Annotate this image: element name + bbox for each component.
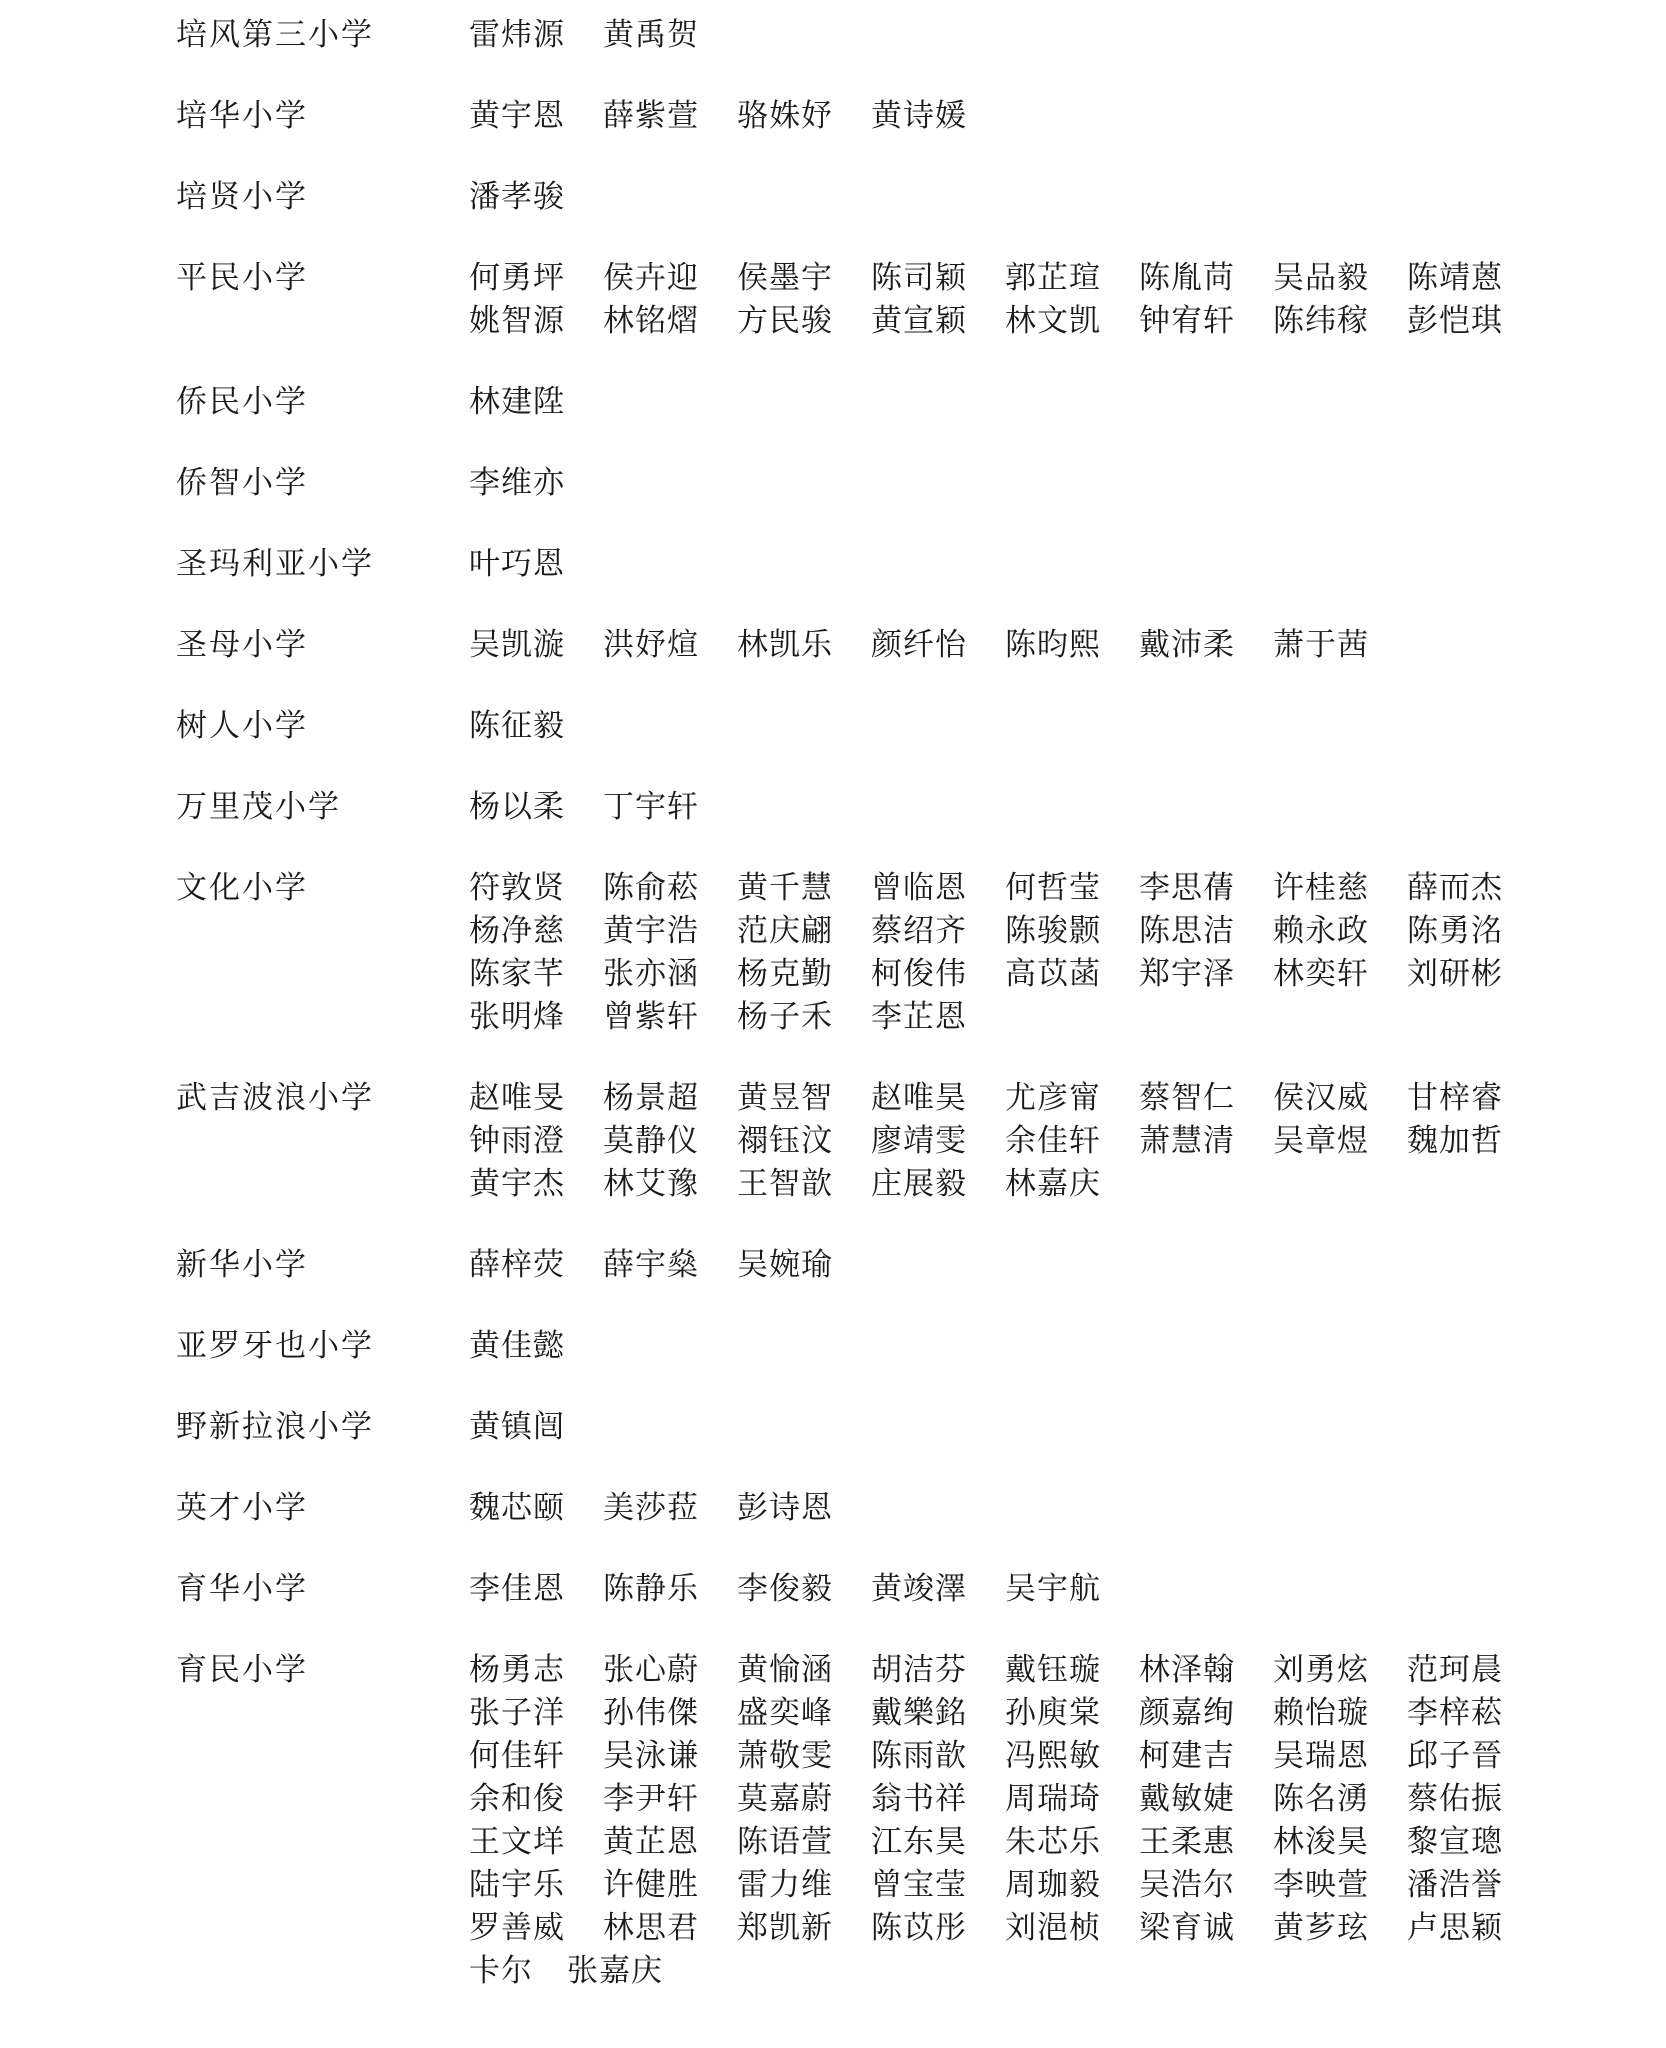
student-names <box>469 1406 1541 1449</box>
school-name: 侨民小学 <box>176 384 308 420</box>
student-name: 林凯乐 <box>737 627 833 663</box>
school-name: 育华小学 <box>176 1571 308 1607</box>
student-name: 李映萱 <box>1273 1867 1369 1903</box>
student-name: 颜纤怡 <box>871 627 967 663</box>
student-name: 潘孝骏 <box>469 179 565 215</box>
student-name: 陈思洁 <box>1139 913 1235 949</box>
student-names <box>469 176 1541 219</box>
student-name: 魏加哲 <box>1407 1123 1503 1159</box>
student-name: 李俊毅 <box>737 1571 833 1607</box>
student-name: 郑凯新 <box>737 1910 833 1946</box>
student-name: 戴敏婕 <box>1139 1781 1235 1817</box>
student-name: 蔡智仁 <box>1139 1080 1235 1116</box>
student-name: 洪妤煊 <box>603 627 699 663</box>
student-name: 冯熙敏 <box>1005 1738 1101 1774</box>
student-name: 张明烽 <box>469 999 565 1035</box>
student-name: 叶巧恩 <box>469 546 565 582</box>
student-name: 陈俞菘 <box>603 870 699 906</box>
student-name: 郑宇泽 <box>1139 956 1235 992</box>
school-row <box>176 1325 1576 1368</box>
school-row <box>176 624 1576 667</box>
student-name: 卡尔 <box>469 1953 533 1989</box>
school-row <box>176 1406 1576 1449</box>
student-name: 骆姝妤 <box>737 98 833 134</box>
student-name: 许桂慈 <box>1273 870 1369 906</box>
school-name: 圣母小学 <box>176 627 308 663</box>
student-name: 戴沛柔 <box>1139 627 1235 663</box>
student-name: 江东昊 <box>871 1824 967 1860</box>
student-name: 曾紫轩 <box>603 999 699 1035</box>
student-name: 颜嘉绚 <box>1139 1695 1235 1731</box>
student-name: 何哲莹 <box>1005 870 1101 906</box>
school-name: 武吉波浪小学 <box>176 1080 374 1116</box>
student-name: 萧敬雯 <box>737 1738 833 1774</box>
student-name: 黄芷恩 <box>603 1824 699 1860</box>
student-names <box>469 462 1541 505</box>
student-name: 杨勇志 <box>469 1652 565 1688</box>
student-names <box>469 543 1541 586</box>
student-name: 符敦贤 <box>469 870 565 906</box>
student-name: 曾临恩 <box>871 870 967 906</box>
student-name: 赖永政 <box>1273 913 1369 949</box>
student-name: 吴瑞恩 <box>1273 1738 1369 1774</box>
student-name: 戴樂銘 <box>871 1695 967 1731</box>
school-name: 野新拉浪小学 <box>176 1409 374 1445</box>
student-name: 赵唯昊 <box>871 1080 967 1116</box>
student-name: 潘浩誉 <box>1407 1867 1503 1903</box>
student-name: 李尹轩 <box>603 1781 699 1817</box>
school-row <box>176 543 1576 586</box>
school-name: 万里茂小学 <box>176 789 341 825</box>
school-row <box>176 786 1576 829</box>
student-name: 黄芗玹 <box>1273 1910 1369 1946</box>
school-row <box>176 257 1576 343</box>
school-name: 新华小学 <box>176 1247 308 1283</box>
student-names-tail <box>469 1950 1541 1993</box>
student-name: 吴章煜 <box>1273 1123 1369 1159</box>
student-names <box>469 14 1541 57</box>
student-name: 陈静乐 <box>603 1571 699 1607</box>
student-name: 张嘉庆 <box>567 1953 663 1989</box>
student-name: 廖靖雯 <box>871 1123 967 1159</box>
student-name: 卢思颖 <box>1407 1910 1503 1946</box>
student-name: 吴泳谦 <box>603 1738 699 1774</box>
student-name: 刘浥桢 <box>1005 1910 1101 1946</box>
student-name: 莫静仪 <box>603 1123 699 1159</box>
student-name: 赵唯旻 <box>469 1080 565 1116</box>
student-name: 甘梓睿 <box>1407 1080 1503 1116</box>
student-name: 薛紫萱 <box>603 98 699 134</box>
student-name: 丁宇轩 <box>603 789 699 825</box>
student-name: 雷力维 <box>737 1867 833 1903</box>
student-name: 美莎菈 <box>603 1490 699 1526</box>
student-name: 钟雨澄 <box>469 1123 565 1159</box>
student-name: 李佳恩 <box>469 1571 565 1607</box>
student-name: 罗善威 <box>469 1910 565 1946</box>
student-name: 陈靖蒽 <box>1407 260 1503 296</box>
student-name: 陈骏颢 <box>1005 913 1101 949</box>
school-row <box>176 867 1576 1039</box>
student-name: 王智歆 <box>737 1166 833 1202</box>
student-name: 黄镇闿 <box>469 1409 565 1445</box>
student-name: 何佳轩 <box>469 1738 565 1774</box>
school-name: 育民小学 <box>176 1652 308 1688</box>
student-name: 魏芯颐 <box>469 1490 565 1526</box>
student-name: 黄佳懿 <box>469 1328 565 1364</box>
student-name: 方民骏 <box>737 303 833 339</box>
school-name: 文化小学 <box>176 870 308 906</box>
student-name: 陈家芊 <box>469 956 565 992</box>
school-row <box>176 1244 1576 1287</box>
student-name: 萧于茜 <box>1273 627 1369 663</box>
student-name: 吴品毅 <box>1273 260 1369 296</box>
student-name: 禤钰汶 <box>737 1123 833 1159</box>
student-names <box>469 1077 1541 1206</box>
student-name: 薛宇燊 <box>603 1247 699 1283</box>
school-row <box>176 1649 1576 1993</box>
student-name: 朱芯乐 <box>1005 1824 1101 1860</box>
student-name: 林泽翰 <box>1139 1652 1235 1688</box>
student-name: 柯建吉 <box>1139 1738 1235 1774</box>
student-name: 黄宣颖 <box>871 303 967 339</box>
student-name: 林铭熠 <box>603 303 699 339</box>
student-name: 彭恺琪 <box>1407 303 1503 339</box>
student-name: 胡洁芬 <box>871 1652 967 1688</box>
student-name: 杨克勤 <box>737 956 833 992</box>
school-name: 侨智小学 <box>176 465 308 501</box>
student-name: 黄禹贺 <box>603 17 699 53</box>
student-name: 林奕轩 <box>1273 956 1369 992</box>
student-names <box>469 1649 1541 1993</box>
student-name: 李思蒨 <box>1139 870 1235 906</box>
school-name: 亚罗牙也小学 <box>176 1328 374 1364</box>
student-name: 薛梓荧 <box>469 1247 565 1283</box>
student-name: 盛奕峰 <box>737 1695 833 1731</box>
student-name: 吴浩尔 <box>1139 1867 1235 1903</box>
student-names <box>469 257 1541 343</box>
student-name: 王文垟 <box>469 1824 565 1860</box>
student-name: 高苡菡 <box>1005 956 1101 992</box>
student-name: 王柔惠 <box>1139 1824 1235 1860</box>
student-name: 周珈毅 <box>1005 1867 1101 1903</box>
school-name: 培华小学 <box>176 98 308 134</box>
student-name: 赖怡璇 <box>1273 1695 1369 1731</box>
school-row <box>176 381 1576 424</box>
student-names <box>469 786 1541 829</box>
student-name: 陈胤苘 <box>1139 260 1235 296</box>
student-name: 陈昀熙 <box>1005 627 1101 663</box>
student-name: 陆宇乐 <box>469 1867 565 1903</box>
school-name: 树人小学 <box>176 708 308 744</box>
student-name: 孙伟傑 <box>603 1695 699 1731</box>
student-name: 林文凯 <box>1005 303 1101 339</box>
student-name: 侯墨宇 <box>737 260 833 296</box>
student-names <box>469 867 1541 1039</box>
school-row <box>176 1487 1576 1530</box>
school-name-list <box>176 14 1576 2031</box>
student-name: 林思君 <box>603 1910 699 1946</box>
student-name: 陈勇洺 <box>1407 913 1503 949</box>
school-row <box>176 462 1576 505</box>
student-name: 杨景超 <box>603 1080 699 1116</box>
school-row <box>176 1568 1576 1611</box>
student-name: 侯汉威 <box>1273 1080 1369 1116</box>
student-name: 翁书祥 <box>871 1781 967 1817</box>
student-name: 黄竣澤 <box>871 1571 967 1607</box>
student-name: 许健胜 <box>603 1867 699 1903</box>
student-names <box>469 624 1541 667</box>
student-name: 萧慧清 <box>1139 1123 1235 1159</box>
student-name: 蔡佑振 <box>1407 1781 1503 1817</box>
student-name: 黄宇浩 <box>603 913 699 949</box>
student-name: 李芷恩 <box>871 999 967 1035</box>
student-names <box>469 95 1541 138</box>
student-name: 刘研彬 <box>1407 956 1503 992</box>
student-name: 曾宝莹 <box>871 1867 967 1903</box>
student-name: 薛而杰 <box>1407 870 1503 906</box>
student-name: 黄宇恩 <box>469 98 565 134</box>
school-name: 培风第三小学 <box>176 17 374 53</box>
student-name: 张心蔚 <box>603 1652 699 1688</box>
school-row <box>176 705 1576 748</box>
school-name: 英才小学 <box>176 1490 308 1526</box>
school-row <box>176 14 1576 57</box>
student-name: 邱子晉 <box>1407 1738 1503 1774</box>
student-names <box>469 1487 1541 1530</box>
student-name: 钟宥轩 <box>1139 303 1235 339</box>
student-name: 陈雨歆 <box>871 1738 967 1774</box>
student-name: 范庆翩 <box>737 913 833 949</box>
student-name: 黄昱智 <box>737 1080 833 1116</box>
student-name: 杨子禾 <box>737 999 833 1035</box>
student-name: 黄诗媛 <box>871 98 967 134</box>
student-name: 陈语萱 <box>737 1824 833 1860</box>
student-name: 柯俊伟 <box>871 956 967 992</box>
student-name: 林浚昊 <box>1273 1824 1369 1860</box>
student-name: 侯卉迎 <box>603 260 699 296</box>
student-name: 姚智源 <box>469 303 565 339</box>
student-name: 黄宇杰 <box>469 1166 565 1202</box>
student-name: 陈苡彤 <box>871 1910 967 1946</box>
student-name: 林嘉庆 <box>1005 1166 1101 1202</box>
student-name: 杨净慈 <box>469 913 565 949</box>
student-name: 范珂晨 <box>1407 1652 1503 1688</box>
student-names <box>469 1325 1541 1368</box>
student-name: 余和俊 <box>469 1781 565 1817</box>
school-name: 圣玛利亚小学 <box>176 546 374 582</box>
student-name: 杨以柔 <box>469 789 565 825</box>
student-name: 周瑞琦 <box>1005 1781 1101 1817</box>
student-name: 刘勇炫 <box>1273 1652 1369 1688</box>
student-name: 郭芷瑄 <box>1005 260 1101 296</box>
student-names <box>469 1244 1541 1287</box>
student-name: 梁育诚 <box>1139 1910 1235 1946</box>
student-name: 陈司颖 <box>871 260 967 296</box>
student-name: 彭诗恩 <box>737 1490 833 1526</box>
student-name: 戴钰璇 <box>1005 1652 1101 1688</box>
school-row <box>176 95 1576 138</box>
student-name: 庄展毅 <box>871 1166 967 1202</box>
school-name: 培贤小学 <box>176 179 308 215</box>
school-row <box>176 1077 1576 1206</box>
student-names <box>469 1568 1541 1611</box>
student-name: 吴凯漩 <box>469 627 565 663</box>
student-name: 莫嘉蔚 <box>737 1781 833 1817</box>
student-name: 陈纬稼 <box>1273 303 1369 339</box>
student-names <box>469 705 1541 748</box>
student-names <box>469 381 1541 424</box>
student-name: 李梓菘 <box>1407 1695 1503 1731</box>
student-name: 李维亦 <box>469 465 565 501</box>
student-name: 黄愉涵 <box>737 1652 833 1688</box>
student-name: 陈名湧 <box>1273 1781 1369 1817</box>
student-name: 张子洋 <box>469 1695 565 1731</box>
student-name: 何勇坪 <box>469 260 565 296</box>
student-name: 黎宣璁 <box>1407 1824 1503 1860</box>
student-name: 孙庾棠 <box>1005 1695 1101 1731</box>
student-name: 林艾豫 <box>603 1166 699 1202</box>
student-name: 雷炜源 <box>469 17 565 53</box>
student-name: 尤彦甯 <box>1005 1080 1101 1116</box>
student-name: 黄千慧 <box>737 870 833 906</box>
student-name: 蔡绍齐 <box>871 913 967 949</box>
student-name: 林建陞 <box>469 384 565 420</box>
student-name: 吴宇航 <box>1005 1571 1101 1607</box>
student-name: 陈征毅 <box>469 708 565 744</box>
student-name: 张亦涵 <box>603 956 699 992</box>
student-name: 余佳轩 <box>1005 1123 1101 1159</box>
student-name: 吴婉瑜 <box>737 1247 833 1283</box>
school-row <box>176 176 1576 219</box>
school-name: 平民小学 <box>176 260 308 296</box>
